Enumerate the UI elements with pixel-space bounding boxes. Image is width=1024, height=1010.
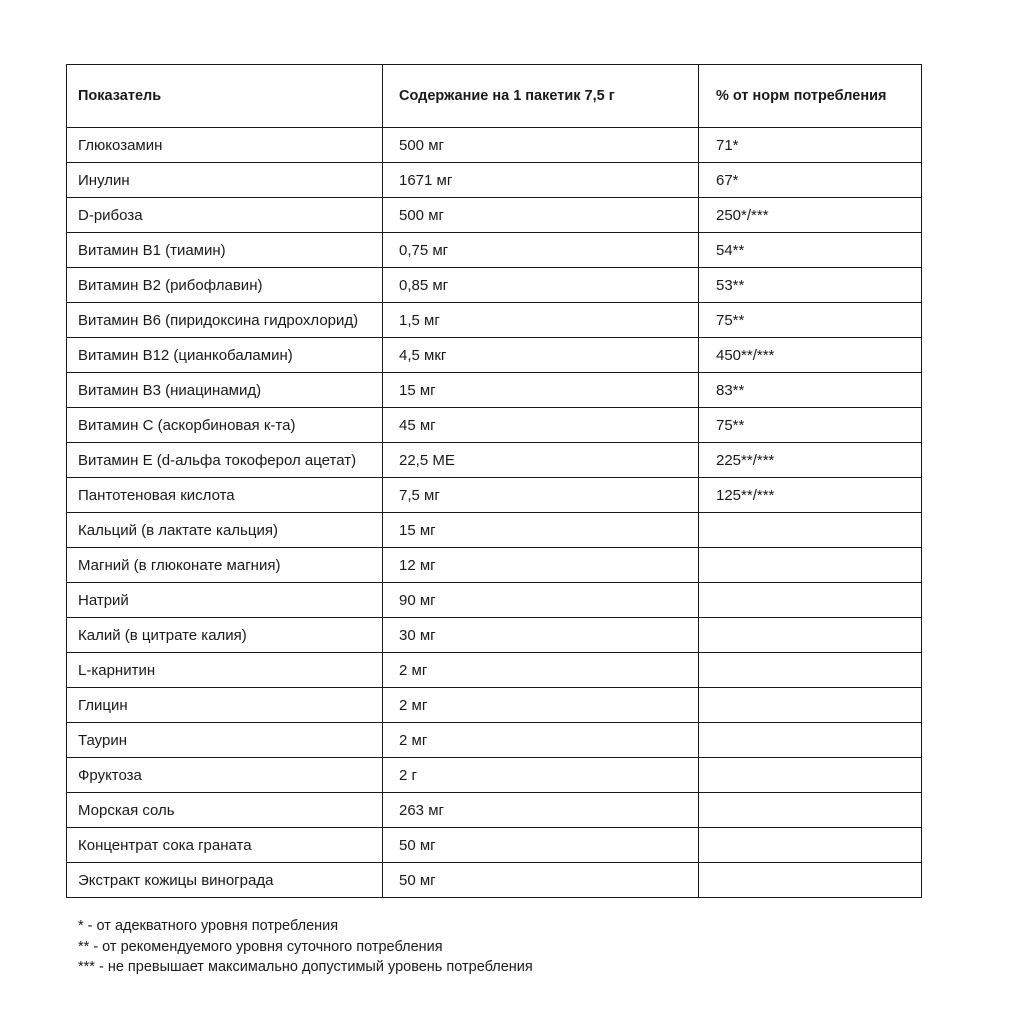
cell-amount: 1671 мг [383, 163, 699, 198]
table-row [67, 513, 922, 548]
nutrition-table [66, 64, 922, 898]
cell-indicator: Экстракт кожицы винограда [67, 863, 383, 898]
cell-amount: 500 мг [383, 128, 699, 163]
cell-amount: 2 мг [383, 688, 699, 723]
table-row [67, 828, 922, 863]
cell-percent: 54** [699, 233, 922, 268]
cell-percent [699, 583, 922, 618]
cell-percent [699, 548, 922, 583]
cell-amount: 50 мг [383, 863, 699, 898]
cell-indicator: Таурин [67, 723, 383, 758]
table-row [67, 128, 922, 163]
cell-percent [699, 618, 922, 653]
cell-indicator: Инулин [67, 163, 383, 198]
cell-amount: 1,5 мг [383, 303, 699, 338]
cell-percent: 125**/*** [699, 478, 922, 513]
table-row [67, 758, 922, 793]
cell-percent: 71* [699, 128, 922, 163]
cell-amount: 500 мг [383, 198, 699, 233]
footnote-recommended-level: ** - от рекомендуемого уровня суточного потребления [78, 938, 443, 955]
cell-indicator: Витамин В1 (тиамин) [67, 233, 383, 268]
table-row [67, 618, 922, 653]
cell-percent [699, 863, 922, 898]
table-row [67, 723, 922, 758]
table-row [67, 198, 922, 233]
header-row [67, 65, 922, 128]
table-row [67, 653, 922, 688]
cell-indicator: Глюкозамин [67, 128, 383, 163]
cell-indicator: Кальций (в лактате кальция) [67, 513, 383, 548]
cell-indicator: Витамин В2 (рибофлавин) [67, 268, 383, 303]
cell-indicator: Концентрат сока граната [67, 828, 383, 863]
cell-amount: 50 мг [383, 828, 699, 863]
table-row [67, 373, 922, 408]
table-body [67, 128, 922, 898]
cell-percent [699, 513, 922, 548]
table-row [67, 548, 922, 583]
header-content-per-sachet: Содержание на 1 пакетик 7,5 г [383, 65, 699, 128]
cell-percent: 225**/*** [699, 443, 922, 478]
cell-amount: 2 мг [383, 653, 699, 688]
table-row [67, 793, 922, 828]
cell-amount: 15 мг [383, 513, 699, 548]
cell-indicator: Натрий [67, 583, 383, 618]
cell-indicator: D-рибоза [67, 198, 383, 233]
cell-percent: 67* [699, 163, 922, 198]
cell-indicator: Глицин [67, 688, 383, 723]
header-percent-of-norm: % от норм потребления [699, 65, 922, 128]
table-header [67, 65, 922, 128]
cell-indicator: Витамин В3 (ниацинамид) [67, 373, 383, 408]
cell-indicator: L-карнитин [67, 653, 383, 688]
cell-amount: 15 мг [383, 373, 699, 408]
cell-percent [699, 688, 922, 723]
table-row [67, 233, 922, 268]
table-row [67, 863, 922, 898]
cell-amount: 2 мг [383, 723, 699, 758]
cell-percent [699, 793, 922, 828]
cell-amount: 22,5 МЕ [383, 443, 699, 478]
cell-indicator: Морская соль [67, 793, 383, 828]
cell-indicator: Калий (в цитрате калия) [67, 618, 383, 653]
table-row [67, 338, 922, 373]
cell-percent: 83** [699, 373, 922, 408]
cell-indicator: Фруктоза [67, 758, 383, 793]
table-row [67, 303, 922, 338]
cell-indicator: Пантотеновая кислота [67, 478, 383, 513]
cell-percent: 75** [699, 303, 922, 338]
cell-percent: 450**/*** [699, 338, 922, 373]
cell-percent [699, 828, 922, 863]
cell-amount: 263 мг [383, 793, 699, 828]
table-row [67, 408, 922, 443]
table-row [67, 268, 922, 303]
cell-amount: 2 г [383, 758, 699, 793]
table-row [67, 583, 922, 618]
cell-amount: 4,5 мкг [383, 338, 699, 373]
cell-amount: 7,5 мг [383, 478, 699, 513]
header-indicator: Показатель [67, 65, 383, 128]
footnote-max-level: *** - не превышает максимально допустимый уровень потребления [78, 959, 533, 975]
cell-amount: 12 мг [383, 548, 699, 583]
cell-indicator: Магний (в глюконате магния) [67, 548, 383, 583]
cell-indicator: Витамин В6 (пиридоксина гидрохлорид) [67, 303, 383, 338]
cell-amount: 90 мг [383, 583, 699, 618]
cell-percent: 53** [699, 268, 922, 303]
cell-percent [699, 758, 922, 793]
cell-indicator: Витамин С (аскорбиновая к-та) [67, 408, 383, 443]
cell-amount: 30 мг [383, 618, 699, 653]
table-row [67, 688, 922, 723]
cell-amount: 0,85 мг [383, 268, 699, 303]
table-row [67, 163, 922, 198]
footnote-adequate-level: * - от адекватного уровня потребления [78, 918, 339, 934]
cell-percent: 250*/*** [699, 198, 922, 233]
cell-amount: 45 мг [383, 408, 699, 443]
cell-indicator: Витамин В12 (цианкобаламин) [67, 338, 383, 373]
cell-indicator: Витамин Е (d-альфа токоферол ацетат) [67, 443, 383, 478]
table-row [67, 443, 922, 478]
cell-percent: 75** [699, 408, 922, 443]
table-row [67, 478, 922, 513]
cell-percent [699, 723, 922, 758]
cell-amount: 0,75 мг [383, 233, 699, 268]
cell-percent [699, 653, 922, 688]
footnotes [78, 916, 533, 978]
